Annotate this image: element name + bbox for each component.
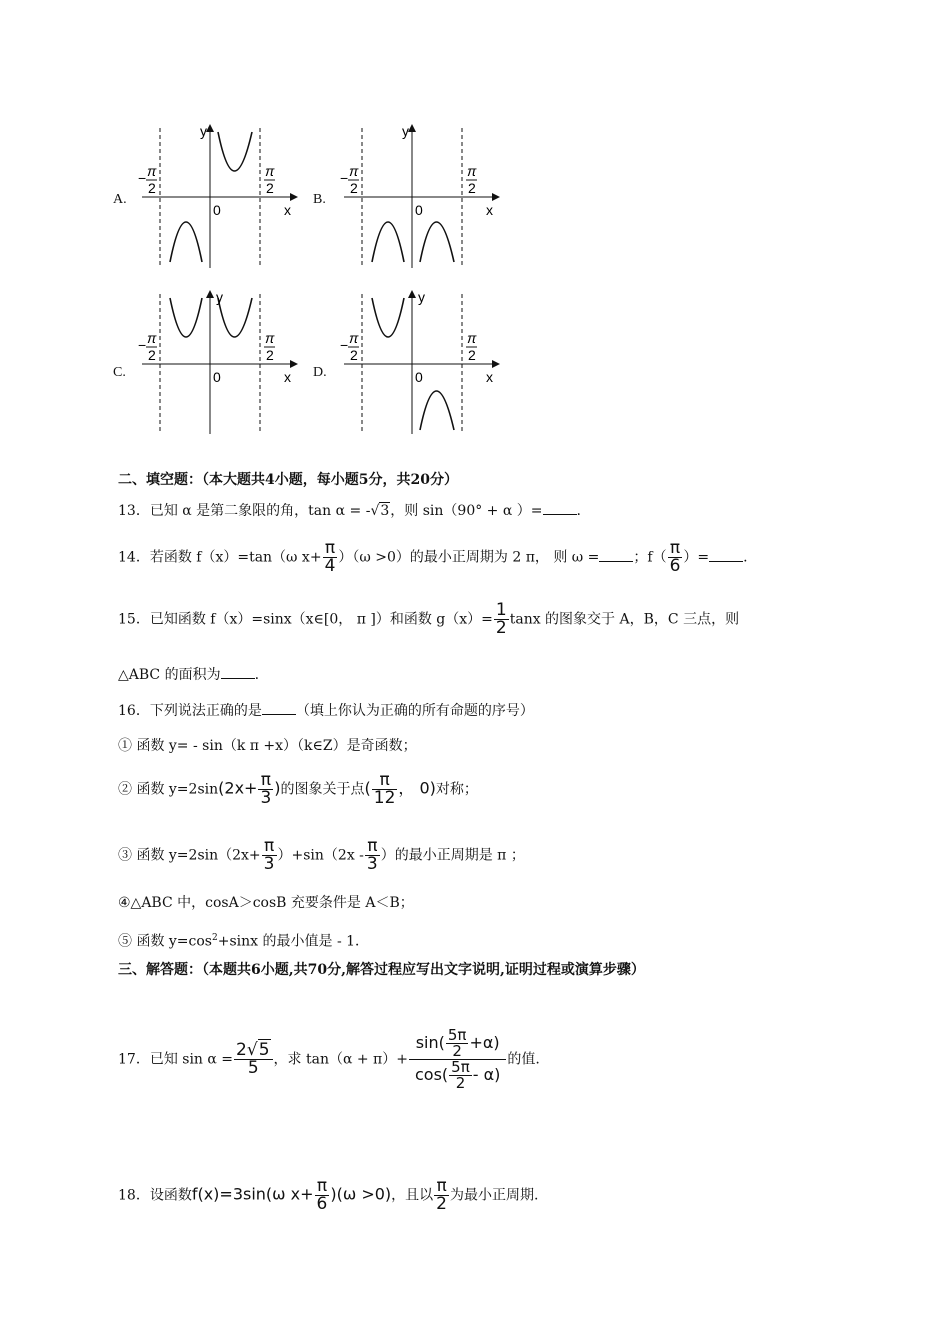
q16-2-paren-close: ) xyxy=(274,778,281,798)
neg-minus: − xyxy=(340,170,349,186)
frac-num: 1 xyxy=(495,600,507,620)
y-axis-label: y xyxy=(200,123,207,139)
q16-item-3 xyxy=(118,838,525,873)
frac-num: π xyxy=(365,838,380,856)
pos-two: 2 xyxy=(468,347,476,363)
sqrt-5: √5 xyxy=(246,1040,270,1060)
x-axis-label: x xyxy=(284,202,291,218)
x-axis-label: x xyxy=(486,369,493,385)
frac-den: 3 xyxy=(366,854,378,874)
q16-2-point-close: ， 0) xyxy=(398,778,436,798)
q18-text-a: 18．设函数 xyxy=(118,1187,192,1204)
frac-num: π xyxy=(258,772,273,790)
q15-text-b: tanx 的图象交于 A，B，C 三点，则 xyxy=(509,611,740,628)
pos-pi: π xyxy=(467,330,477,346)
frac-den: 12 xyxy=(373,788,396,808)
q18-text-e: 为最小正周期. xyxy=(449,1187,539,1204)
pos-pi: π xyxy=(265,330,275,346)
origin-label: 0 xyxy=(213,202,221,218)
neg-two: 2 xyxy=(350,180,358,196)
neg-two: 2 xyxy=(148,180,156,196)
q16-2-text-d: 的图象关于点 xyxy=(280,781,365,798)
fraction-5pi-2 xyxy=(449,1060,472,1091)
q16-2-paren-open: (2x+ xyxy=(218,778,258,798)
neg-minus: − xyxy=(138,170,147,186)
pos-two: 2 xyxy=(266,347,274,363)
big-frac-denominator xyxy=(409,1060,506,1091)
sqrt-radicand: 5 xyxy=(258,1040,270,1060)
frac-den: 6 xyxy=(316,1194,328,1214)
q15-text-a: 15．已知函数 f（x）=sinx（x∈[0， π ]）和函数 g（x）= xyxy=(118,611,493,628)
q16-3-text-b: ）+sin（2x - xyxy=(277,847,364,864)
y-axis-label: y xyxy=(418,289,425,305)
q16-item-1: ① 函数 y= - sin（k π +x）（k∈Z）是奇函数； xyxy=(118,738,417,754)
fraction-pi-6 xyxy=(315,1178,330,1213)
q16-text-b: （填上你认为正确的所有命题的序号） xyxy=(295,703,534,719)
x-axis-label: x xyxy=(486,202,493,218)
sqrt-3: √3 xyxy=(370,503,390,519)
question-13 xyxy=(118,500,581,521)
pos-two: 2 xyxy=(266,180,274,196)
q18-text-d: ，且以 xyxy=(391,1187,434,1204)
y-axis-label: y xyxy=(402,123,409,139)
answer-blank[interactable] xyxy=(221,664,255,679)
fraction-pi-3 xyxy=(365,838,380,873)
answer-blank[interactable] xyxy=(599,547,633,562)
fraction-pi-3 xyxy=(258,772,273,807)
q13-text-a: 13．已知 α 是第二象限的角，tan α = - xyxy=(118,503,371,519)
q16-text-a: 16．下列说法正确的是 xyxy=(118,703,262,719)
frac-num: π xyxy=(323,540,338,558)
fraction-5pi-2 xyxy=(446,1028,469,1059)
q18-formula-end: )(ω >0) xyxy=(330,1184,392,1204)
fraction-pi-2 xyxy=(434,1178,449,1213)
frac-den: 2 xyxy=(452,1042,462,1060)
frac-num: π xyxy=(372,772,398,790)
frac-den: 3 xyxy=(263,854,275,874)
q14-text-c: ；f（ xyxy=(633,549,667,566)
neg-pi: π xyxy=(147,330,157,346)
q14-text-e: . xyxy=(743,549,748,566)
section3-heading: 三、解答题：（本题共6小题,共70分,解答过程应写出文字说明,证明过程或演算步骤） xyxy=(118,962,645,978)
answer-blank[interactable] xyxy=(709,547,743,562)
neg-pi: π xyxy=(349,163,359,179)
sqrt-radicand: 3 xyxy=(380,503,390,519)
fraction-pi-3 xyxy=(262,838,277,873)
graph-b xyxy=(340,120,500,270)
frac-num: π xyxy=(262,838,277,856)
q13-text-c: . xyxy=(576,503,581,519)
q16-3-text-a: ③ 函数 y=2sin（2x+ xyxy=(118,847,261,864)
q14-text-a: 14．若函数 f（x）=tan（ω x+ xyxy=(118,549,322,566)
frac-num: 5π xyxy=(447,1026,467,1044)
frac-den: 2 xyxy=(495,618,507,638)
graph-d-svg xyxy=(340,290,500,440)
x-axis-label: x xyxy=(284,369,291,385)
q13-text-b: ，则 sin（90° + α ）= xyxy=(390,503,543,519)
frac-den: 2 xyxy=(436,1194,447,1214)
neg-pi: π xyxy=(147,163,157,179)
q16-2-text-g: 对称； xyxy=(435,781,478,798)
fraction-pi-12 xyxy=(372,772,398,807)
frac-den: 6 xyxy=(669,556,681,576)
question-15-cont xyxy=(118,664,259,685)
top-plus-alpha: +α) xyxy=(469,1033,500,1052)
neg-two: 2 xyxy=(148,347,156,363)
coef-2: 2 xyxy=(236,1040,247,1060)
frac-den: 3 xyxy=(260,788,272,808)
graph-b-svg xyxy=(340,120,500,270)
frac-den: 5 xyxy=(247,1058,259,1078)
question-14 xyxy=(118,540,748,575)
bot-cos: cos( xyxy=(415,1065,449,1084)
neg-two: 2 xyxy=(350,347,358,363)
option-b-label: B. xyxy=(313,192,326,207)
q17-text-b: ，求 tan（α + π）+ xyxy=(273,1051,408,1068)
frac-num: π xyxy=(315,1178,330,1196)
neg-pi: π xyxy=(349,330,359,346)
q16-5-text-a: ⑤ 函数 y=cos xyxy=(118,933,212,950)
neg-minus: − xyxy=(138,337,147,353)
option-a-label: A. xyxy=(113,192,127,207)
question-15 xyxy=(118,602,739,637)
origin-label: 0 xyxy=(415,202,423,218)
q14-text-b: ）（ω >0）的最小正周期为 2 π， 则 ω = xyxy=(338,549,600,566)
graph-d xyxy=(340,290,500,440)
pos-pi: π xyxy=(467,163,477,179)
top-sin: sin( xyxy=(415,1033,445,1052)
graph-a-svg xyxy=(138,120,298,270)
frac-num: π xyxy=(668,540,683,558)
graph-c-svg xyxy=(138,290,298,440)
q16-5-text-b: +sinx 的最小值是 - 1． xyxy=(217,933,370,950)
origin-label: 0 xyxy=(213,369,221,385)
question-18 xyxy=(118,1178,538,1213)
fraction-2sqrt5-5 xyxy=(234,1042,273,1077)
q16-2-text-a: ② 函数 y=2sin xyxy=(118,781,219,798)
big-frac-numerator xyxy=(409,1028,506,1060)
neg-minus: − xyxy=(340,337,349,353)
graph-a xyxy=(138,120,298,270)
option-d-label: D. xyxy=(313,365,327,380)
q17-text-a: 17．已知 sin α = xyxy=(118,1051,234,1068)
frac-den: 2 xyxy=(455,1074,466,1092)
bot-minus-alpha: - α) xyxy=(472,1065,501,1084)
question-17 xyxy=(118,1028,540,1091)
section2-heading: 二、填空题：（本大题共4小题，每小题5分，共20分） xyxy=(118,472,458,488)
answer-blank[interactable] xyxy=(543,500,577,515)
option-c-label: C. xyxy=(113,365,126,380)
answer-blank[interactable] xyxy=(262,700,296,715)
pos-pi: π xyxy=(265,163,275,179)
q15-text-d: . xyxy=(254,667,260,683)
question-16 xyxy=(118,700,534,721)
q16-3-text-c: ）的最小正周期是 π ； xyxy=(380,847,525,864)
q18-formula: f(x)=3sin(ω x+ xyxy=(191,1184,314,1204)
graph-c xyxy=(138,290,298,440)
q16-item-4: ④△ABC 中，cosA＞cosB 充要条件是 A＜B； xyxy=(118,895,414,911)
origin-label: 0 xyxy=(415,369,423,385)
frac-num: π xyxy=(434,1178,449,1196)
q14-text-d: ）= xyxy=(683,549,710,566)
q17-text-c: 的值. xyxy=(507,1051,540,1068)
big-fraction xyxy=(409,1028,506,1091)
pos-two: 2 xyxy=(468,180,476,196)
fraction-1-2 xyxy=(494,602,509,637)
q15-text-c: △ABC 的面积为 xyxy=(118,667,221,683)
q16-5-superscript: 2 xyxy=(212,933,218,943)
fraction-pi-4 xyxy=(323,540,338,575)
frac-den: 4 xyxy=(324,556,336,576)
fraction-pi-6 xyxy=(668,540,683,575)
q16-item-5 xyxy=(118,928,369,952)
y-axis-label: y xyxy=(216,289,223,305)
q16-item-2 xyxy=(118,772,478,807)
q16-2-point-open: ( xyxy=(364,778,371,798)
frac-num: 5π xyxy=(451,1058,470,1076)
